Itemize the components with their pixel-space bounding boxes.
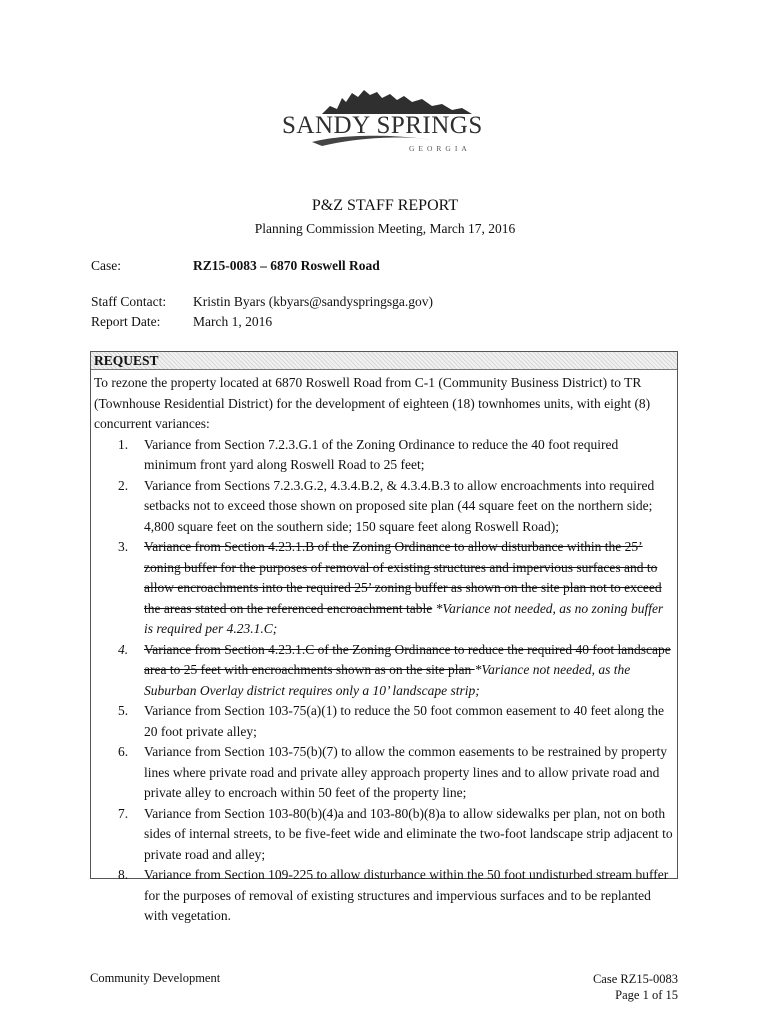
logo-wordmark: SANDY SPRINGS <box>282 112 483 139</box>
report-date-label: Report Date: <box>91 314 161 329</box>
report-subtitle: Planning Commission Meeting, March 17, 2016 <box>254 221 516 236</box>
case-label: Case: <box>91 258 121 273</box>
footer-case-info <box>593 971 678 1003</box>
variance-list <box>94 435 674 927</box>
footer-case: Case RZ15-0083 <box>592 972 678 986</box>
variance-item: 3. Variance from Section 4.23.1.B of the Zoning Ordinance to allow disturbance within the 25’ zoning buffer for the purposes of removal of existing structures and impervious surfaces and to allow encroachments into the required 25’ zoning buffer as shown on the site plan not to exceed the areas stated on the referenced encroachment table *Variance not needed, as no zoning buffer is required per 4.23.1.C; <box>118 539 664 636</box>
variance-note: *Variance not needed, as no zoning buffer is required per 4.23.1.C; <box>144 600 664 636</box>
logo-state: GEORGIA <box>409 144 471 153</box>
staff-contact-value: Kristin Byars (kbyars@sandyspringsga.gov) <box>193 294 434 309</box>
report-date-value: March 1, 2016 <box>193 314 273 329</box>
variance-item: 5. Variance from Section 103-75(a)(1) to reduce the 50 foot common easement to 40 feet along the 20 foot private alley; <box>118 703 664 739</box>
request-intro: To rezone the property located at 6870 Roswell Road from C-1 (Community Business District) to TR (Townhouse Residential District) for the development of eighteen (18) townhomes units, with eight (8) concurrent variances: <box>94 375 651 431</box>
request-heading: REQUEST <box>91 352 677 370</box>
footer-page-number: Page 1 of 15 <box>615 988 678 1002</box>
variance-note: *Variance not needed, as the Suburban Overlay district requires only a 10’ landscape strip; <box>144 662 631 698</box>
report-title: P&Z STAFF REPORT <box>311 197 459 214</box>
variance-item: 8. Variance from Section 109-225 to allow disturbance within the 50 foot undisturbed stream buffer for the purposes of removal of existing structures and impervious surfaces and to be replanted with vegetation. <box>118 867 669 923</box>
footer-department: Community Development <box>90 971 221 985</box>
variance-item: 7. Variance from Section 103-80(b)(4)a and 103-80(b)(8)a to allow sidewalks per plan, not on both sides of internal streets, to be five-feet wide and eliminate the two-foot landscape strip adjacent to private road and alley; <box>118 805 673 862</box>
struck-text: Variance from Section 4.23.1.C of the Zoning Ordinance to reduce the required 40 foot landscape area to 25 feet with encroachments shown as on the site plan <box>144 641 671 677</box>
request-section <box>90 351 678 923</box>
variance-item: 4. Variance from Section 4.23.1.C of the Zoning Ordinance to reduce the required 40 foot landscape area to 25 feet with encroachments shown as on the site plan *Variance not needed, as the Suburban Overlay district requires only a 10’ landscape strip; <box>118 641 671 698</box>
staff-contact-label: Staff Contact: <box>91 294 167 309</box>
sandy-springs-logo <box>282 84 492 164</box>
case-value: RZ15-0083 – 6870 Roswell Road <box>193 258 380 273</box>
variance-item: 2. Variance from Sections 7.2.3.G.2, 4.3.4.B.2, & 4.3.4.B.3 to allow encroachments into required setbacks not to exceed those shown on proposed site plan (44 square feet on the northern side; 4,800 square feet on the southern side; 150 square feet along Roswell Road); <box>118 477 655 534</box>
variance-item: 6. Variance from Section 103-75(b)(7) to allow the common easements to be restrained by property lines where private road and private alley approach property lines and to allow private road and private alley to encroach within 50 feet of the property line; <box>118 744 667 800</box>
variance-item: 1. Variance from Section 7.2.3.G.1 of the Zoning Ordinance to reduce the 40 foot required minimum front yard along Roswell Road to 25 feet; <box>118 436 619 472</box>
struck-text: Variance from Section 4.23.1.B of the Zoning Ordinance to allow disturbance within the 25’ zoning buffer for the purposes of removal of existing structures and impervious surfaces and to allow encroachments into the required 25’ zoning buffer as shown on the site plan not to exceed the areas stated on the referenced encroachment table <box>144 539 662 616</box>
